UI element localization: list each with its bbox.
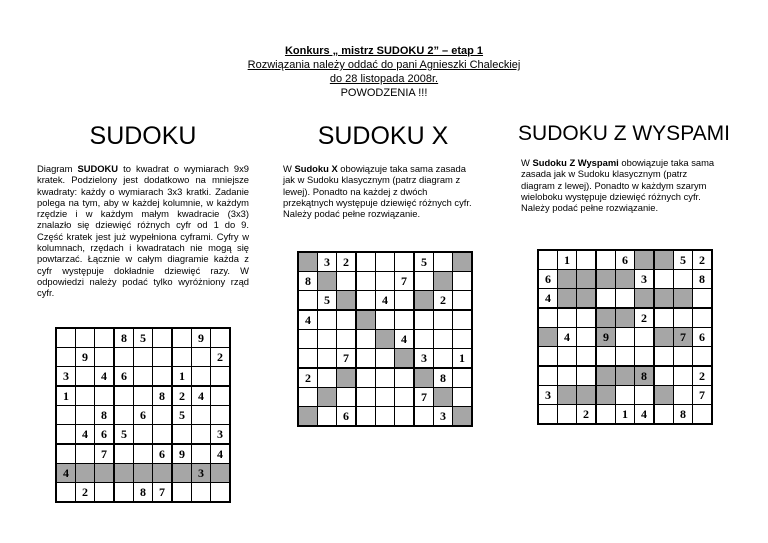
grid-cell[interactable]	[654, 366, 674, 386]
grid-cell[interactable]	[434, 272, 453, 291]
grid-cell[interactable]	[211, 367, 231, 387]
grid-cell[interactable]: 1	[453, 349, 473, 369]
grid-cell[interactable]	[318, 368, 337, 388]
contest-header	[0, 44, 768, 100]
grid-row	[56, 425, 230, 445]
grid-cell[interactable]	[192, 444, 211, 464]
grid-cell[interactable]	[211, 483, 231, 503]
grid-cell[interactable]	[376, 330, 395, 349]
grid-cell[interactable]	[414, 407, 434, 427]
grid-cell[interactable]	[376, 407, 395, 427]
grid-cell[interactable]	[577, 366, 597, 386]
grid-row	[538, 308, 712, 328]
grid-cell[interactable]	[654, 347, 674, 367]
grid-cell[interactable]: 7	[693, 386, 713, 405]
grid-cell[interactable]	[76, 367, 95, 387]
grid-cell[interactable]	[395, 349, 415, 369]
grid-cell[interactable]	[616, 386, 635, 405]
desc-pre: Diagram	[37, 163, 78, 174]
grid-row	[538, 366, 712, 386]
grid-cell[interactable]: 2	[298, 368, 318, 388]
grid-cell[interactable]	[654, 308, 674, 328]
grid-cell[interactable]	[211, 328, 231, 348]
grid-cell[interactable]	[95, 386, 115, 406]
grid-cell[interactable]	[577, 328, 597, 347]
grid-cell[interactable]	[577, 270, 597, 289]
grid-cell[interactable]	[616, 347, 635, 367]
grid-cell[interactable]	[356, 407, 376, 427]
desc-post: obowiązuje taka sama zasada jak w Sudoku klasycznym (patrz diagram z lewej). Ponadto na każdej z dwóch przekątnych występuje dziewięć różnych cyfr.	[283, 163, 472, 208]
grid-cell[interactable]	[395, 368, 415, 388]
grid-cell[interactable]	[356, 388, 376, 407]
grid-cell[interactable]	[337, 272, 357, 291]
grid-cell[interactable]: 9	[596, 328, 616, 347]
grid-cell[interactable]	[453, 330, 473, 349]
grid-cell[interactable]	[192, 425, 211, 445]
grid-cell[interactable]	[356, 291, 376, 311]
grid-cell[interactable]	[192, 483, 211, 503]
grid-cell[interactable]	[596, 289, 616, 309]
grid-cell[interactable]	[153, 464, 173, 483]
grid-cell[interactable]: 6	[337, 407, 357, 427]
grid-cell[interactable]	[134, 444, 153, 464]
grid-cell[interactable]: 7	[395, 272, 415, 291]
grid-cell[interactable]	[395, 252, 415, 272]
desc-pre: W	[521, 157, 533, 168]
grid-cell[interactable]	[395, 310, 415, 330]
grid-cell[interactable]: 3	[414, 349, 434, 369]
grid-cell[interactable]: 7	[95, 444, 115, 464]
grid-cell[interactable]	[558, 366, 577, 386]
grid-cell[interactable]: 8	[114, 328, 134, 348]
grid-cell[interactable]	[153, 425, 173, 445]
grid-cell[interactable]: 8	[434, 368, 453, 388]
sudoku-islands-description	[521, 157, 717, 213]
grid-cell[interactable]: 2	[434, 291, 453, 311]
grid-cell[interactable]	[674, 366, 693, 386]
grid-cell[interactable]	[414, 310, 434, 330]
grid-cell[interactable]: 2	[172, 386, 192, 406]
grid-cell[interactable]: 8	[298, 272, 318, 291]
desc-last: Należy podać pełne rozwiązanie.	[283, 208, 421, 220]
grid-cell[interactable]	[414, 368, 434, 388]
grid-cell[interactable]: 2	[211, 348, 231, 367]
grid-cell[interactable]	[134, 464, 153, 483]
grid-cell[interactable]: 1	[56, 386, 76, 406]
grid-cell[interactable]: 6	[693, 328, 713, 347]
grid-cell[interactable]	[596, 347, 616, 367]
desc-post: obowiązuje taka sama zasada jak w Sudoku klasycznym (patrz diagram z lewej). Ponadto w każdym szarym wieloboku występuje dziewięć różnych cyfr.	[521, 157, 715, 202]
grid-cell[interactable]	[298, 252, 318, 272]
grid-cell[interactable]: 6	[134, 406, 153, 425]
grid-cell[interactable]	[192, 367, 211, 387]
grid-cell[interactable]: 8	[95, 406, 115, 425]
grid-cell[interactable]	[298, 349, 318, 369]
grid-cell[interactable]	[76, 328, 95, 348]
grid-cell[interactable]: 4	[211, 444, 231, 464]
grid-cell[interactable]: 1	[172, 367, 192, 387]
grid-cell[interactable]	[434, 252, 453, 272]
grid-cell[interactable]: 6	[95, 425, 115, 445]
grid-cell[interactable]	[318, 330, 337, 349]
grid-row	[298, 330, 472, 349]
desc-post: to kwadrat o wymiarach 9x9 kratek. Podzielony jest dodatkowo na mniejsze kwadraty: każdy o wymiarach 3x3 kratki. Zadanie polega na tym, aby w każdej kolumnie, w każdym rzędzie i w każdym małym kwadracie (3x3) znalazło się dziewięć różnych cyfr od 1 do 9. Część kratek jest już wypełniona cyframi. Cyfry w kolumnach, rzędach i kwadratach nie mogą się powtarzać. Łącznie w całym diagramie każda z cyfr występuje dokładnie dziewięć razy. W odpowiedzi należy podać tylko wyróżniony rząd cyfr.	[37, 163, 249, 299]
grid-cell[interactable]	[376, 310, 395, 330]
grid-cell[interactable]	[693, 289, 713, 309]
grid-cell[interactable]	[434, 388, 453, 407]
grid-row	[298, 388, 472, 407]
grid-cell[interactable]: 9	[172, 444, 192, 464]
good-luck-line: POWODZENIA !!!	[340, 87, 428, 99]
grid-cell[interactable]	[298, 291, 318, 311]
grid-cell[interactable]	[76, 464, 95, 483]
grid-cell[interactable]	[76, 444, 95, 464]
grid-cell[interactable]: 2	[635, 308, 655, 328]
grid-cell[interactable]	[172, 348, 192, 367]
grid-cell[interactable]	[356, 272, 376, 291]
grid-cell[interactable]	[153, 328, 173, 348]
date-line: do 28 listopada 2008r.	[329, 73, 439, 85]
grid-cell[interactable]	[376, 368, 395, 388]
grid-cell[interactable]	[654, 328, 674, 347]
grid-cell[interactable]	[76, 386, 95, 406]
grid-cell[interactable]	[337, 291, 357, 311]
grid-cell[interactable]	[616, 270, 635, 289]
grid-cell[interactable]: 2	[577, 405, 597, 425]
grid-cell[interactable]	[56, 483, 76, 503]
grid-cell[interactable]	[114, 444, 134, 464]
deadline-line: Rozwiązania należy oddać do pani Agnieszki Chaleckiej	[247, 59, 521, 71]
grid-cell[interactable]: 8	[693, 270, 713, 289]
grid-cell[interactable]: 5	[318, 291, 337, 311]
grid-cell[interactable]: 1	[616, 405, 635, 425]
contest-title: Konkurs „ mistrz SUDOKU 2” – etap 1	[284, 45, 484, 57]
grid-cell[interactable]	[635, 328, 655, 347]
grid-row	[56, 464, 230, 483]
grid-cell[interactable]	[596, 250, 616, 270]
grid-cell[interactable]	[56, 348, 76, 367]
grid-cell[interactable]: 7	[674, 328, 693, 347]
grid-cell[interactable]: 7	[337, 349, 357, 369]
grid-cell[interactable]: 7	[414, 388, 434, 407]
grid-cell[interactable]: 3	[318, 252, 337, 272]
grid-cell[interactable]	[114, 386, 134, 406]
grid-cell[interactable]	[596, 308, 616, 328]
grid-cell[interactable]	[356, 310, 376, 330]
grid-cell[interactable]	[635, 347, 655, 367]
desc-bold: Sudoku X	[294, 163, 338, 174]
grid-cell[interactable]	[56, 328, 76, 348]
grid-cell[interactable]: 5	[674, 250, 693, 270]
grid-cell[interactable]: 3	[538, 386, 558, 405]
grid-row	[298, 349, 472, 369]
grid-cell[interactable]: 4	[298, 310, 318, 330]
grid-cell[interactable]	[654, 405, 674, 425]
grid-cell[interactable]: 5	[114, 425, 134, 445]
desc-pre: W	[283, 163, 295, 174]
grid-cell[interactable]	[395, 407, 415, 427]
grid-cell[interactable]	[76, 406, 95, 425]
grid-cell[interactable]	[318, 310, 337, 330]
grid-row	[298, 252, 472, 272]
grid-cell[interactable]	[635, 386, 655, 405]
sudoku-islands-title: SUDOKU Z WYSPAMI	[518, 122, 730, 145]
grid-cell[interactable]: 8	[134, 483, 153, 503]
sudoku-x-title: SUDOKU X	[317, 122, 449, 150]
grid-cell[interactable]	[577, 386, 597, 405]
grid-cell[interactable]	[453, 272, 473, 291]
grid-row	[56, 386, 230, 406]
grid-cell[interactable]: 7	[153, 483, 173, 503]
grid-cell[interactable]	[414, 272, 434, 291]
grid-cell[interactable]	[577, 347, 597, 367]
grid-cell[interactable]	[693, 405, 713, 425]
grid-row	[538, 270, 712, 289]
grid-row	[56, 444, 230, 464]
grid-cell[interactable]	[192, 348, 211, 367]
grid-cell[interactable]	[453, 291, 473, 311]
grid-cell[interactable]	[596, 386, 616, 405]
grid-cell[interactable]	[558, 405, 577, 425]
grid-cell[interactable]	[538, 328, 558, 347]
grid-cell[interactable]	[95, 483, 115, 503]
grid-row	[56, 328, 230, 348]
grid-cell[interactable]	[596, 270, 616, 289]
grid-cell[interactable]	[635, 250, 655, 270]
grid-cell[interactable]	[134, 367, 153, 387]
grid-cell[interactable]: 4	[76, 425, 95, 445]
grid-cell[interactable]: 5	[134, 328, 153, 348]
grid-cell[interactable]	[616, 289, 635, 309]
grid-cell[interactable]	[337, 310, 357, 330]
grid-cell[interactable]	[376, 252, 395, 272]
grid-cell[interactable]: 4	[538, 289, 558, 309]
sudoku-title: SUDOKU	[89, 122, 197, 150]
desc-last: Należy podać pełne rozwiązanie.	[521, 202, 659, 214]
grid-row	[56, 406, 230, 425]
grid-cell[interactable]: 1	[558, 250, 577, 270]
grid-cell[interactable]: 9	[192, 328, 211, 348]
grid-cell[interactable]	[298, 407, 318, 427]
grid-cell[interactable]	[134, 425, 153, 445]
grid-cell[interactable]: 8	[153, 386, 173, 406]
grid-cell[interactable]	[616, 366, 635, 386]
grid-cell[interactable]	[172, 425, 192, 445]
grid-cell[interactable]	[616, 328, 635, 347]
grid-cell[interactable]	[414, 291, 434, 311]
grid-cell[interactable]	[211, 406, 231, 425]
grid-cell[interactable]: 8	[635, 366, 655, 386]
grid-cell[interactable]: 6	[114, 367, 134, 387]
sudoku-x-grid	[297, 251, 473, 427]
grid-cell[interactable]: 6	[616, 250, 635, 270]
grid-cell[interactable]: 5	[172, 406, 192, 425]
grid-cell[interactable]	[453, 252, 473, 272]
grid-cell[interactable]: 3	[211, 425, 231, 445]
grid-cell[interactable]	[172, 464, 192, 483]
grid-row	[56, 367, 230, 387]
grid-cell[interactable]	[538, 366, 558, 386]
grid-cell[interactable]	[538, 250, 558, 270]
grid-cell[interactable]	[674, 347, 693, 367]
grid-cell[interactable]: 4	[192, 386, 211, 406]
grid-cell[interactable]	[434, 330, 453, 349]
grid-row	[538, 328, 712, 347]
grid-cell[interactable]	[693, 308, 713, 328]
grid-row	[538, 405, 712, 425]
grid-cell[interactable]	[538, 405, 558, 425]
grid-cell[interactable]	[153, 348, 173, 367]
grid-cell[interactable]	[414, 330, 434, 349]
grid-row	[298, 310, 472, 330]
grid-cell[interactable]	[453, 368, 473, 388]
grid-cell[interactable]	[376, 272, 395, 291]
grid-cell[interactable]	[337, 330, 357, 349]
grid-cell[interactable]	[95, 328, 115, 348]
grid-cell[interactable]: 3	[192, 464, 211, 483]
grid-cell[interactable]	[134, 386, 153, 406]
grid-cell[interactable]	[453, 310, 473, 330]
grid-cell[interactable]	[577, 289, 597, 309]
grid-cell[interactable]	[56, 444, 76, 464]
grid-cell[interactable]	[616, 308, 635, 328]
grid-cell[interactable]	[596, 366, 616, 386]
grid-cell[interactable]	[318, 349, 337, 369]
grid-cell[interactable]	[114, 406, 134, 425]
grid-cell[interactable]: 4	[376, 291, 395, 311]
grid-cell[interactable]	[192, 406, 211, 425]
grid-cell[interactable]	[56, 406, 76, 425]
grid-cell[interactable]: 4	[56, 464, 76, 483]
grid-cell[interactable]	[376, 349, 395, 369]
grid-cell[interactable]	[558, 347, 577, 367]
grid-cell[interactable]	[356, 252, 376, 272]
grid-cell[interactable]: 2	[76, 483, 95, 503]
grid-cell[interactable]	[56, 425, 76, 445]
grid-cell[interactable]	[577, 250, 597, 270]
grid-cell[interactable]: 3	[56, 367, 76, 387]
grid-row	[56, 483, 230, 503]
grid-row	[538, 250, 712, 270]
grid-row	[298, 291, 472, 311]
grid-cell[interactable]: 9	[76, 348, 95, 367]
grid-cell[interactable]	[558, 289, 577, 309]
grid-cell[interactable]	[654, 250, 674, 270]
grid-cell[interactable]	[395, 388, 415, 407]
grid-cell[interactable]: 4	[95, 367, 115, 387]
grid-row	[298, 368, 472, 388]
grid-row	[298, 407, 472, 427]
grid-cell[interactable]: 2	[337, 252, 357, 272]
grid-cell[interactable]: 4	[635, 405, 655, 425]
grid-cell[interactable]	[114, 483, 134, 503]
grid-cell[interactable]	[318, 272, 337, 291]
grid-row	[298, 272, 472, 291]
grid-cell[interactable]	[674, 270, 693, 289]
grid-cell[interactable]: 4	[395, 330, 415, 349]
grid-cell[interactable]	[134, 348, 153, 367]
grid-cell[interactable]	[172, 483, 192, 503]
grid-cell[interactable]	[95, 348, 115, 367]
sudoku-description	[37, 163, 249, 299]
grid-cell[interactable]	[356, 349, 376, 369]
grid-cell[interactable]: 2	[693, 250, 713, 270]
grid-cell[interactable]	[298, 388, 318, 407]
grid-cell[interactable]	[114, 348, 134, 367]
grid-cell[interactable]	[356, 330, 376, 349]
grid-cell[interactable]	[538, 308, 558, 328]
grid-cell[interactable]	[558, 270, 577, 289]
grid-cell[interactable]	[674, 386, 693, 405]
grid-cell[interactable]: 5	[414, 252, 434, 272]
grid-cell[interactable]: 6	[153, 444, 173, 464]
grid-cell[interactable]	[654, 386, 674, 405]
grid-cell[interactable]	[538, 347, 558, 367]
grid-cell[interactable]	[114, 464, 134, 483]
grid-cell[interactable]	[172, 328, 192, 348]
grid-row	[538, 347, 712, 367]
grid-cell[interactable]	[693, 347, 713, 367]
grid-cell[interactable]	[95, 464, 115, 483]
grid-cell[interactable]: 6	[538, 270, 558, 289]
grid-cell[interactable]	[453, 407, 473, 427]
grid-cell[interactable]	[153, 406, 173, 425]
sudoku-grid	[55, 327, 231, 503]
desc-bold: SUDOKU	[77, 163, 119, 174]
desc-bold: Sudoku Z Wyspami	[532, 157, 619, 168]
grid-row	[538, 289, 712, 309]
grid-cell[interactable]	[674, 308, 693, 328]
grid-cell[interactable]: 8	[674, 405, 693, 425]
grid-cell[interactable]	[654, 270, 674, 289]
grid-cell[interactable]	[211, 386, 231, 406]
grid-cell[interactable]	[318, 388, 337, 407]
grid-cell[interactable]	[337, 368, 357, 388]
grid-cell[interactable]	[434, 310, 453, 330]
grid-cell[interactable]	[211, 464, 231, 483]
grid-cell[interactable]	[356, 368, 376, 388]
grid-cell[interactable]	[376, 388, 395, 407]
grid-cell[interactable]	[635, 289, 655, 309]
grid-row	[56, 348, 230, 367]
grid-cell[interactable]	[558, 386, 577, 405]
grid-cell[interactable]: 4	[558, 328, 577, 347]
grid-cell[interactable]	[395, 291, 415, 311]
grid-cell[interactable]: 3	[635, 270, 655, 289]
grid-cell[interactable]	[453, 388, 473, 407]
grid-cell[interactable]	[318, 407, 337, 427]
grid-cell[interactable]	[654, 289, 674, 309]
grid-cell[interactable]	[674, 289, 693, 309]
grid-cell[interactable]: 3	[434, 407, 453, 427]
grid-cell[interactable]: 2	[693, 366, 713, 386]
grid-cell[interactable]	[558, 308, 577, 328]
grid-cell[interactable]	[153, 367, 173, 387]
grid-cell[interactable]	[577, 308, 597, 328]
sudoku-x-description	[283, 163, 479, 219]
sudoku-islands-grid	[537, 249, 713, 425]
grid-cell[interactable]	[596, 405, 616, 425]
grid-cell[interactable]	[298, 330, 318, 349]
grid-cell[interactable]	[434, 349, 453, 369]
grid-cell[interactable]	[337, 388, 357, 407]
grid-row	[538, 386, 712, 405]
